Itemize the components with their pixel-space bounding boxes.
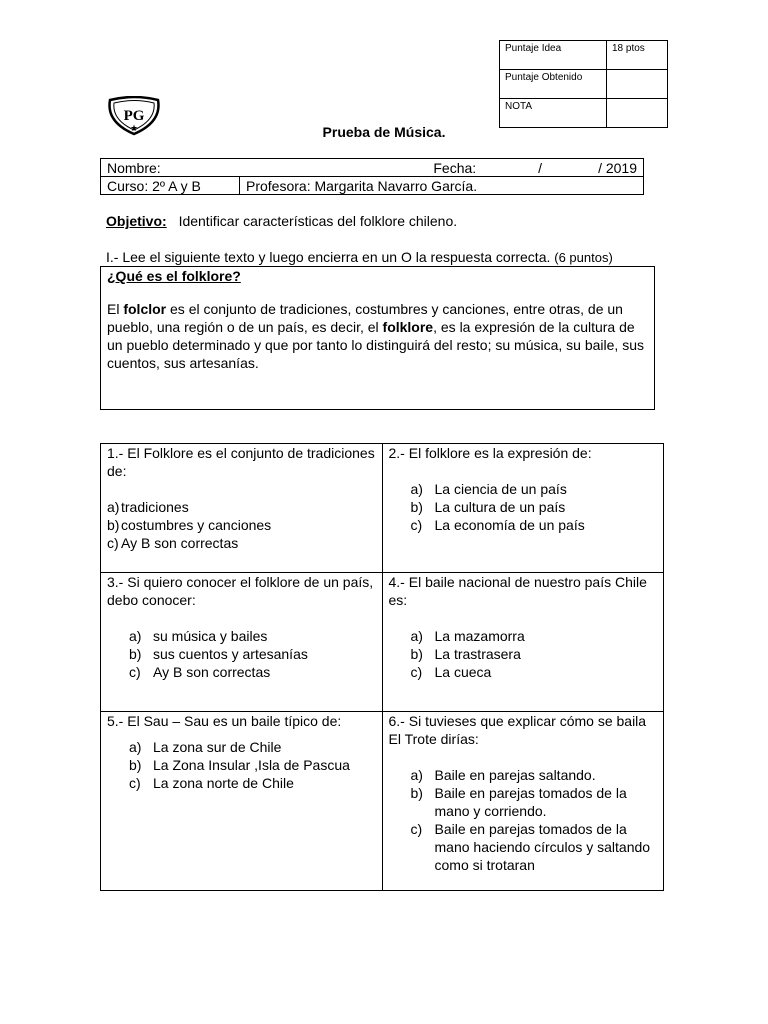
- question-4: [382, 573, 664, 712]
- question-text: 3.- Si quiero conocer el folklore de un país, debo conocer:: [107, 574, 374, 608]
- logo-letters: PG: [123, 108, 145, 124]
- fecha-field: [433, 160, 637, 176]
- option-text: La mazamorra: [434, 628, 525, 644]
- question-5: [101, 712, 383, 891]
- option-letter: a): [410, 767, 423, 783]
- option[interactable]: [129, 756, 376, 774]
- option-letter: b): [410, 499, 423, 515]
- option[interactable]: [411, 663, 658, 681]
- reading-bold-term: folclor: [123, 301, 167, 317]
- curso-cell: Curso: 2º A y B: [101, 177, 240, 195]
- option-text: La Zona Insular ,Isla de Pascua: [153, 757, 350, 773]
- objective-text: Identificar características del folklore chileno.: [178, 213, 458, 229]
- option-letter: b): [410, 785, 423, 801]
- option-text: Ay B son correctas: [121, 535, 239, 551]
- option[interactable]: [411, 820, 658, 874]
- option-letter: a): [107, 499, 120, 515]
- option[interactable]: [411, 645, 658, 663]
- instruction-text: I.- Lee el siguiente texto y luego encierra en un O la respuesta correcta.: [106, 249, 551, 265]
- question-text: 6.- Si tuvieses que explicar cómo se baila El Trote dirías:: [388, 713, 647, 747]
- option-letter: b): [129, 646, 142, 662]
- option-text: Baile en parejas tomados de la mano y corriendo.: [434, 785, 627, 819]
- option[interactable]: [411, 766, 658, 784]
- option-text: sus cuentos y artesanías: [153, 646, 308, 662]
- reading-text: [107, 300, 644, 372]
- student-info-table: [100, 158, 644, 195]
- option-text: Baile en parejas tomados de la mano haciendo círculos y saltando como si trotaran: [434, 821, 651, 873]
- option-letter: a): [129, 628, 142, 644]
- fecha-label: Fecha:: [433, 159, 477, 176]
- question-text: 5.- El Sau – Sau es un baile típico de:: [107, 713, 342, 729]
- score-value-idea: 18 ptos: [607, 41, 668, 70]
- option[interactable]: [107, 498, 376, 516]
- option[interactable]: [411, 784, 658, 820]
- name-date-row: [101, 159, 644, 177]
- objective-label: Objetivo:: [106, 213, 167, 229]
- option-letter: c): [129, 775, 141, 791]
- logo-star: ★: [129, 123, 139, 133]
- option[interactable]: [129, 738, 376, 756]
- score-label-idea: Puntaje Idea: [500, 41, 607, 70]
- reading-part: El: [107, 301, 124, 317]
- reading-box: [100, 266, 655, 410]
- option-text: La cueca: [434, 664, 492, 680]
- option-text: Baile en parejas saltando.: [434, 767, 596, 783]
- option-letter: b): [107, 517, 120, 533]
- option[interactable]: [411, 480, 658, 498]
- option-text: La zona sur de Chile: [153, 739, 282, 755]
- option-letter: c): [410, 664, 423, 680]
- option[interactable]: [107, 516, 376, 534]
- question-text: 1.- El Folklore es el conjunto de tradiciones de:: [107, 445, 375, 479]
- score-label-nota: NOTA: [500, 99, 607, 128]
- option[interactable]: [129, 774, 376, 792]
- instruction-points: (6 puntos): [554, 250, 613, 265]
- questions-table: [100, 443, 664, 891]
- nombre-label: Nombre:: [107, 159, 161, 176]
- option-text: La cultura de un país: [434, 499, 566, 515]
- option-letter: c): [107, 535, 119, 551]
- option-letter: b): [410, 646, 423, 662]
- score-value-obtenido: [607, 70, 668, 99]
- option[interactable]: [411, 627, 658, 645]
- option-text: La economía de un país: [434, 517, 585, 533]
- option-text: Ay B son correctas: [153, 664, 271, 680]
- option[interactable]: [411, 516, 658, 534]
- option-letter: c): [129, 664, 141, 680]
- option-text: tradiciones: [121, 499, 189, 515]
- fecha-sep2: / 2019: [598, 159, 637, 176]
- question-6: [382, 712, 664, 891]
- reading-part: , es la expresión de la cultura de un pueblo determinado y que por tanto lo distinguirá del resto; su música, su baile, sus cuentos, sus artesanías.: [107, 319, 644, 371]
- question-2: [382, 444, 664, 573]
- reading-title: ¿Qué es el folklore?: [107, 268, 241, 284]
- option-text: costumbres y canciones: [121, 517, 272, 533]
- fecha-sep1: /: [538, 159, 543, 176]
- option-letter: a): [410, 628, 423, 644]
- question-text: 2.- El folklore es la expresión de:: [388, 445, 592, 461]
- option-letter: b): [129, 757, 142, 773]
- option-letter: a): [129, 739, 142, 755]
- page-title: Prueba de Música.: [322, 124, 446, 140]
- option[interactable]: [107, 534, 376, 552]
- question-1: [101, 444, 383, 573]
- profesora-cell: Profesora: Margarita Navarro García.: [240, 177, 644, 195]
- option-text: La zona norte de Chile: [153, 775, 294, 791]
- option-letter: c): [410, 517, 423, 533]
- option-text: La ciencia de un país: [434, 481, 567, 497]
- instruction: [106, 249, 613, 265]
- option-text: La trastrasera: [434, 646, 521, 662]
- option[interactable]: [411, 498, 658, 516]
- objective: [106, 213, 457, 229]
- reading-bold-term: folklore: [382, 319, 434, 335]
- score-box: [499, 40, 668, 128]
- option[interactable]: [129, 645, 376, 663]
- option[interactable]: [129, 663, 376, 681]
- score-label-obtenido: Puntaje Obtenido: [500, 70, 607, 99]
- option-text: su música y bailes: [153, 628, 268, 644]
- option[interactable]: [129, 627, 376, 645]
- option-letter: a): [410, 481, 423, 497]
- question-3: [101, 573, 383, 712]
- reading-part: es el conjunto de tradiciones, costumbres y canciones, entre otras, de un pueblo, una región o de un país, es decir, el: [107, 301, 623, 335]
- question-text: 4.- El baile nacional de nuestro país Chile es:: [388, 574, 647, 608]
- option-letter: c): [410, 821, 423, 837]
